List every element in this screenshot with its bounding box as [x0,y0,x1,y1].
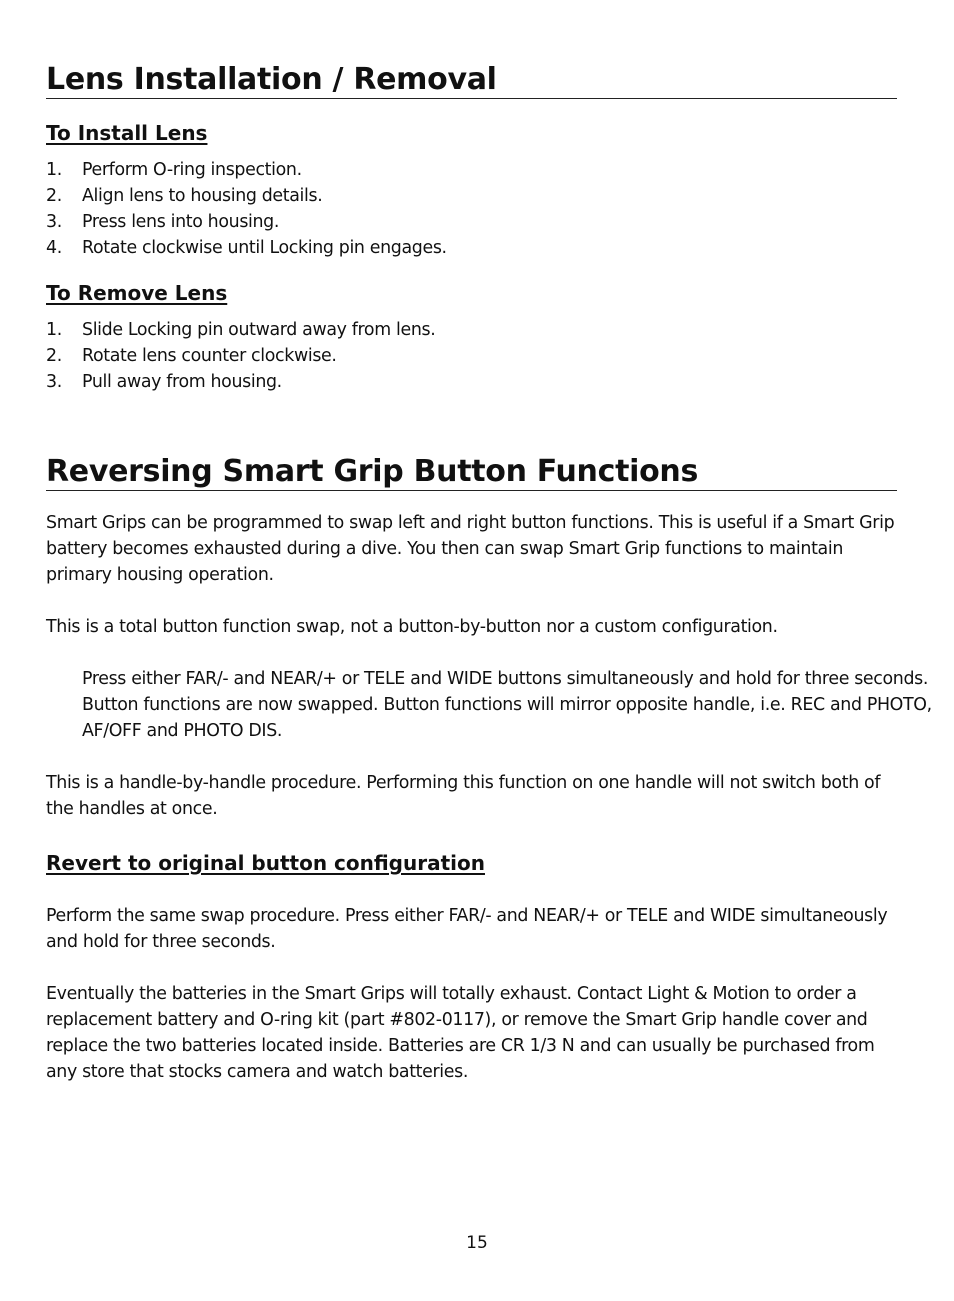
page-number: 15 [466,1233,488,1253]
section-title-reversing-smart-grip: Reversing Smart Grip Button Functions [46,455,897,491]
subheading-remove-lens: To Remove Lens [46,281,228,305]
step-number: 2. [46,346,62,366]
step-number: 3. [46,212,62,232]
step-number: 4. [46,238,62,258]
list-item [46,157,897,183]
remove-steps-list [46,317,897,395]
list-item [46,343,897,369]
subheading-install-lens: To Install Lens [46,121,208,145]
step-text: Press lens into housing. [82,212,280,232]
step-text: Pull away from housing. [82,372,282,392]
step-text: Perform O-ring inspection. [82,160,302,180]
paragraph-battery-replacement: Eventually the batteries in the Smart Grips will totally exhaust. Contact Light & Motion to order a replacement battery and O-ring kit (part #802-0117), or remove the Smart Grip handle cover and replace the two batteries located inside. Batteries are CR 1/3 N and can usually be purchased from any store that stocks camera and watch batteries. [46,984,875,1082]
section-title-lens-installation: Lens Installation / Removal [46,63,897,99]
paragraph-handle-by-handle: This is a handle-by-handle procedure. Performing this function on one handle will not switch both of the handles at once. [46,773,881,819]
install-steps-list [46,157,897,261]
list-item [46,369,897,395]
paragraph-smart-grips-intro: Smart Grips can be programmed to swap left and right button functions. This is useful if a Smart Grip battery becomes exhausted during a dive. You then can swap Smart Grip functions to maintain primary housing operation. [46,513,895,585]
step-number: 1. [46,320,62,340]
paragraph-swap-instructions: Press either FAR/- and NEAR/+ or TELE and WIDE buttons simultaneously and hold for three seconds. Button functions are now swapped. Button functions will mirror opposite handle, i.e. REC and PHOTO, AF/OFF and PHOTO DIS. [82,669,932,741]
step-number: 3. [46,372,62,392]
list-item [46,235,897,261]
paragraph-total-swap: This is a total button function swap, not a button-by-button nor a custom configuration. [46,617,778,637]
step-text: Slide Locking pin outward away from lens. [82,320,436,340]
step-number: 1. [46,160,62,180]
list-item [46,317,897,343]
paragraph-revert-procedure: Perform the same swap procedure. Press either FAR/- and NEAR/+ or TELE and WIDE simultaneously and hold for three seconds. [46,906,888,952]
list-item [46,209,897,235]
step-number: 2. [46,186,62,206]
step-text: Rotate lens counter clockwise. [82,346,337,366]
step-text: Align lens to housing details. [82,186,323,206]
subheading-revert-configuration: Revert to original button configuration [46,851,485,875]
list-item [46,183,897,209]
step-text: Rotate clockwise until Locking pin engages. [82,238,447,258]
